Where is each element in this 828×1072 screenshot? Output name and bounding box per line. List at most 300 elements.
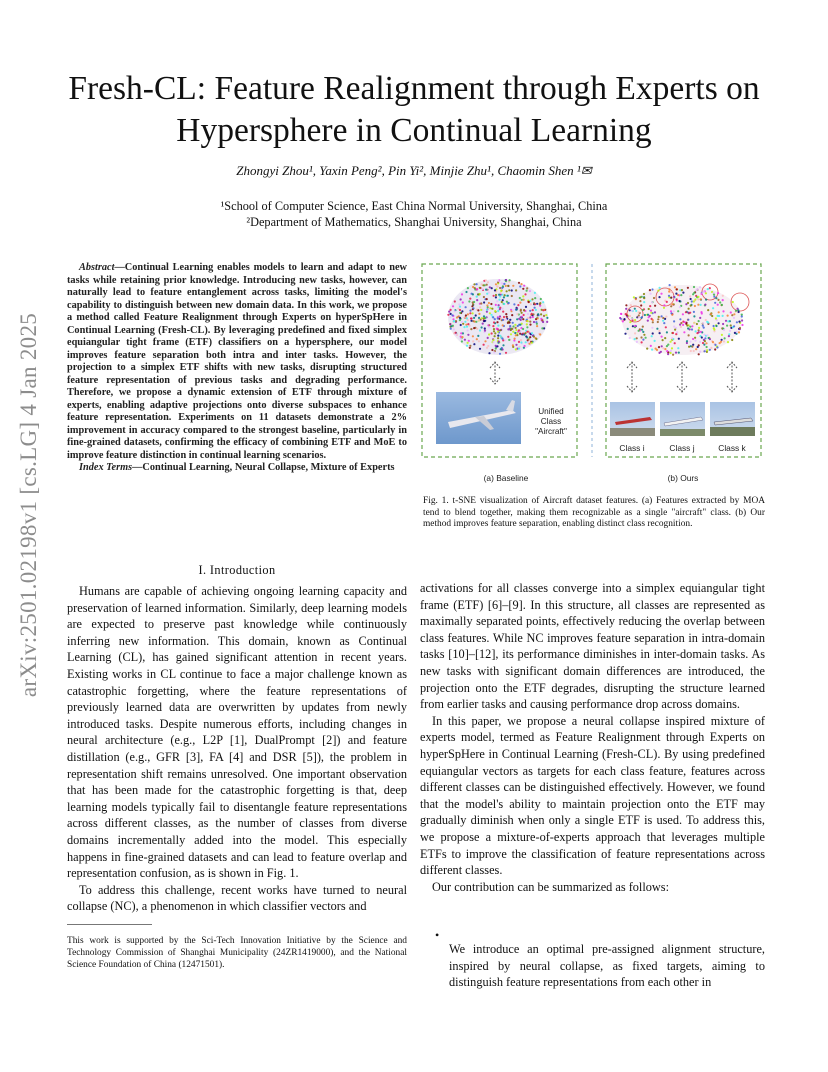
tsne-point [676,298,678,300]
tsne-point [644,314,646,316]
tsne-point [476,328,478,330]
index-terms-label: Index Terms [79,462,133,473]
tsne-point [666,350,668,352]
tsne-point [718,322,720,324]
tsne-point [518,282,520,284]
tsne-point [634,325,636,327]
tsne-point [652,332,654,334]
tsne-point [492,316,494,318]
class-i-image [610,402,655,436]
tsne-point [542,321,544,323]
subfigure-a-label: (a) Baseline [483,473,529,483]
tsne-point [670,312,672,314]
tsne-point [693,286,695,288]
figure-1 [420,262,765,487]
tsne-point [497,280,499,282]
tsne-point [505,279,507,281]
tsne-point [466,317,468,319]
tsne-point [469,310,471,312]
tsne-point [632,325,634,327]
tsne-point [465,314,467,316]
right-paragraph-1: activations for all classes converge into a simplex equiangular tight frame (ETF) [6]–[9]. In this structure, all classes are represented as maximally separated points, effectively reducing the overlap between class features. While NC improves feature separation in intra-domain tasks [10]–[12], its performance diminishes in inter-domain tasks. As new tasks with significant domain differences are introduced, the projection onto the ETF degrades, disrupting the structure learned from earlier tasks and causing performance drop across domains. [420,581,765,712]
tsne-point [733,325,735,327]
tsne-point [467,287,469,289]
figure-1-graphic [420,262,765,487]
tsne-point [476,299,478,301]
ours-tsne-cluster [619,284,749,356]
tsne-point [486,309,488,311]
tsne-point [514,332,516,334]
tsne-point [663,304,665,306]
tsne-point [728,335,730,337]
tsne-point [629,309,631,311]
tsne-point [646,348,648,350]
tsne-point [701,312,703,314]
tsne-point [531,342,533,344]
tsne-point [488,333,490,335]
tsne-point [660,293,662,295]
tsne-point [529,321,531,323]
tsne-point [659,287,661,289]
tsne-point [464,321,466,323]
tsne-point [483,301,485,303]
tsne-point [700,304,702,306]
tsne-point [674,329,676,331]
tsne-point [459,309,461,311]
tsne-point [460,324,462,326]
tsne-point [653,297,655,299]
tsne-point [663,322,665,324]
tsne-point [691,346,693,348]
tsne-point [478,313,480,315]
tsne-point [493,295,495,297]
tsne-point [664,337,666,339]
tsne-point [518,341,520,343]
tsne-point [651,288,653,290]
tsne-point [476,288,478,290]
tsne-point [714,348,716,350]
tsne-point [662,317,664,319]
tsne-point [459,306,461,308]
tsne-point [515,344,517,346]
tsne-point [523,309,525,311]
tsne-point [687,319,689,321]
tsne-point [707,288,709,290]
tsne-point [498,304,500,306]
tsne-point [465,306,467,308]
tsne-point [693,350,695,352]
tsne-point [643,293,645,295]
baseline-arrow [490,362,500,384]
tsne-point [704,340,706,342]
tsne-point [630,304,632,306]
tsne-point [521,312,523,314]
tsne-point [699,351,701,353]
tsne-point [450,325,452,327]
tsne-point [700,331,702,333]
tsne-point [466,345,468,347]
tsne-point [487,337,489,339]
tsne-point [735,310,737,312]
tsne-point [459,312,461,314]
tsne-point [670,341,672,343]
tsne-point [706,321,708,323]
title-line-1: Fresh-CL: Feature Realignment through Experts on [68,70,760,107]
tsne-point [495,304,497,306]
tsne-point [684,321,686,323]
arxiv-stamp: arXiv:2501.02198v1 [cs.LG] 4 Jan 2025 [16,312,41,698]
tsne-point [679,318,681,320]
tsne-point [500,292,502,294]
tsne-point [643,297,645,299]
tsne-point [629,337,631,339]
tsne-point [695,330,697,332]
tsne-point [542,301,544,303]
tsne-point [482,288,484,290]
tsne-point [666,301,668,303]
tsne-point [474,287,476,289]
tsne-point [468,340,470,342]
tsne-point [499,353,501,355]
tsne-point [499,335,501,337]
tsne-point [530,303,532,305]
tsne-point [663,307,665,309]
tsne-point [542,309,544,311]
tsne-point [634,319,636,321]
tsne-point [507,295,509,297]
tsne-point [503,303,505,305]
tsne-point [505,313,507,315]
tsne-point [511,289,513,291]
tsne-point [671,303,673,305]
tsne-point [460,298,462,300]
tsne-point [515,334,517,336]
tsne-point [500,348,502,350]
tsne-point [704,350,706,352]
tsne-point [738,331,740,333]
tsne-point [504,294,506,296]
tsne-point [631,318,633,320]
tsne-point [462,301,464,303]
tsne-point [721,339,723,341]
tsne-point [727,341,729,343]
tsne-point [706,346,708,348]
tsne-point [534,297,536,299]
tsne-point [498,299,500,301]
tsne-point [512,325,514,327]
tsne-point [516,313,518,315]
tsne-point [493,330,495,332]
tsne-point [709,287,711,289]
tsne-point [532,316,534,318]
tsne-point [650,310,652,312]
tsne-point [670,297,672,299]
tsne-point [499,287,501,289]
bullet-1-text: We introduce an optimal pre-assigned alignment structure, inspired by neural collapse, as fixed targets, aiming to distinguish feature representations from each other in [449,942,765,990]
tsne-point [464,339,466,341]
tsne-point [495,296,497,298]
tsne-point [513,303,515,305]
tsne-point [535,338,537,340]
tsne-point [484,330,486,332]
tsne-point [522,328,524,330]
tsne-point [476,283,478,285]
tsne-point [467,342,469,344]
tsne-point [489,312,491,314]
tsne-point [523,334,525,336]
tsne-point [664,348,666,350]
tsne-point [654,311,656,313]
tsne-point [725,320,727,322]
tsne-point [705,319,707,321]
tsne-point [494,289,496,291]
tsne-point [706,349,708,351]
tsne-point [686,340,688,342]
tsne-point [462,323,464,325]
class-i-label: Class i [619,443,645,453]
tsne-point [505,352,507,354]
tsne-point [705,292,707,294]
tsne-point [484,340,486,342]
tsne-point [690,305,692,307]
tsne-point [741,315,743,317]
tsne-point [495,283,497,285]
tsne-point [526,331,528,333]
tsne-point [492,339,494,341]
tsne-point [469,298,471,300]
tsne-point [723,329,725,331]
tsne-point [640,336,642,338]
tsne-point [658,346,660,348]
intro-paragraph-1: Humans are capable of achieving ongoing learning capacity and preservation of learned information. Similarly, deep learning models are expected to preserve past knowledge while continuously inferring new information. This domain, known as Continual Learning (CL), has gained significant attention in recent years. Existing works in CL continue to face a major challenge known as catastrophic forgetting, where the feature representations of previously learned data are overwritten by updates from newly introduced tasks. Despite numerous efforts, including changes in neural architecture (e.g., L2P [1], DualPrompt [2]) and feature distillation (e.g., GFR [3], FA [4] and DSR [5]), the problem in representation shift remains unresolved. One important observation that has been made for the catastrophic forgetting is that, deep learning models typically fail to disentangle feature representations across different classes, as the number of classes from diverse domains incrementally added into the model. This especially happens in fine-grained datasets and can lead to feature overlap and representation confusion, as is shown in Fig. 1. [67,584,407,881]
tsne-point [666,331,668,333]
tsne-point [448,311,450,313]
tsne-point [661,345,663,347]
tsne-point [461,340,463,342]
tsne-point [688,308,690,310]
tsne-point [698,353,700,355]
tsne-point [629,321,631,323]
tsne-point [741,319,743,321]
class-j-label: Class j [669,443,695,453]
tsne-point [709,349,711,351]
tsne-point [470,320,472,322]
tsne-point [635,298,637,300]
affiliation-2: ²Department of Mathematics, Shanghai University, Shanghai, China [246,215,582,229]
paper-title [60,68,768,152]
tsne-point [698,344,700,346]
tsne-point [727,315,729,317]
tsne-point [693,292,695,294]
tsne-point [678,300,680,302]
tsne-point [642,309,644,311]
tsne-point [477,293,479,295]
tsne-point [639,328,641,330]
tsne-point [682,292,684,294]
tsne-point [625,308,627,310]
tsne-point [486,284,488,286]
tsne-point [518,348,520,350]
tsne-point [473,317,475,319]
tsne-point [718,311,720,313]
tsne-point [639,300,641,302]
tsne-point [506,290,508,292]
tsne-point [502,324,504,326]
tsne-point [452,318,454,320]
tsne-point [739,327,741,329]
tsne-point [648,308,650,310]
tsne-point [695,348,697,350]
tsne-point [449,323,451,325]
tsne-point [467,313,469,315]
tsne-point [453,320,455,322]
tsne-point [503,283,505,285]
tsne-point [497,331,499,333]
tsne-point [469,345,471,347]
tsne-point [730,311,732,313]
tsne-point [694,340,696,342]
abstract [67,262,407,475]
tsne-point [674,342,676,344]
tsne-point [671,347,673,349]
tsne-point [486,347,488,349]
tsne-point [675,352,677,354]
tsne-point [468,300,470,302]
tsne-point [488,302,490,304]
tsne-point [683,331,685,333]
tsne-point [497,335,499,337]
right-paragraph-3: Our contribution can be summarized as follows: [432,879,669,894]
tsne-point [673,320,675,322]
tsne-point [641,316,643,318]
tsne-point [494,310,496,312]
tsne-point [455,332,457,334]
tsne-point [479,287,481,289]
tsne-point [543,315,545,317]
tsne-point [464,316,466,318]
tsne-point [526,287,528,289]
tsne-point [697,298,699,300]
tsne-point [626,315,628,317]
tsne-point [495,345,497,347]
tsne-point [485,289,487,291]
tsne-point [529,310,531,312]
tsne-point [483,296,485,298]
tsne-point [487,281,489,283]
tsne-point [481,326,483,328]
tsne-point [687,327,689,329]
tsne-point [493,328,495,330]
intro-left-column [67,583,407,915]
tsne-point [687,312,689,314]
tsne-point [497,310,499,312]
tsne-point [649,305,651,307]
tsne-point [682,324,684,326]
tsne-point [518,346,520,348]
tsne-point [643,334,645,336]
tsne-point [477,309,479,311]
tsne-point [523,285,525,287]
tsne-point [515,289,517,291]
tsne-point [479,329,481,331]
tsne-point [480,302,482,304]
tsne-point [460,332,462,334]
tsne-point [483,344,485,346]
abstract-text: —Continual Learning enables models to learn and adapt to new tasks while retaining prior knowledge. Introducing new tasks, however, can naturally lead to feature entanglement across tasks, limiting the model's capability to distinguish between new domain data. In this work, we propose a method called Feature Realignment through Experts on hyperSpHere in Continual Learning (Fresh-CL). By leveraging predefined and fixed simplex equiangular tight frame (ETF) classifiers on a hypersphere, our model improves feature separation both intra and inter tasks. However, the projection to a simplex ETF shifts with new tasks, disrupting structured feature representation of previous tasks and degrading performance. Therefore, we propose a dynamic extension of ETF through mixture of experts, enabling adaptive projections onto diverse subspaces to enhance feature representation. Experiments on 11 datasets demonstrate a 2% improvement in accuracy compared to the strongest baseline, particularly in fine-grained datasets, confirming the efficacy of combining ETF and MoE to improve feature distinction in continual learning scenarios. [67,262,407,461]
tsne-point [710,347,712,349]
affiliations [60,198,768,230]
tsne-point [491,349,493,351]
tsne-point [509,279,511,281]
tsne-point [699,286,701,288]
tsne-point [651,327,653,329]
tsne-point [721,334,723,336]
tsne-point [497,285,499,287]
tsne-point [700,298,702,300]
intro-paragraph-2: To address this challenge, recent works have turned to neural collapse (NC), a phenomenon in which classifier vectors and [67,882,407,914]
tsne-point [475,321,477,323]
tsne-point [472,340,474,342]
tsne-point [665,316,667,318]
tsne-point [696,332,698,334]
tsne-point [670,305,672,307]
tsne-point [519,302,521,304]
tsne-point [512,322,514,324]
tsne-point [505,318,507,320]
tsne-point [642,339,644,341]
baseline-tsne-cluster [447,279,548,355]
tsne-point [694,305,696,307]
tsne-point [656,328,658,330]
tsne-point [487,324,489,326]
tsne-point [693,315,695,317]
tsne-point [476,338,478,340]
tsne-point [472,312,474,314]
tsne-point [685,311,687,313]
tsne-point [694,298,696,300]
tsne-point [509,325,511,327]
tsne-point [729,330,731,332]
title-line-2: Hypersphere in Continual Learning [176,112,652,149]
tsne-point [722,310,724,312]
tsne-point [722,315,724,317]
tsne-point [641,329,643,331]
tsne-point [491,332,493,334]
tsne-point [472,335,474,337]
tsne-point [636,337,638,339]
footnote: This work is supported by the Sci-Tech Innovation Initiative by the Science and Technology Commission of Shanghai Municipality (24ZR1419000), and the National Science Foundation of China (12471501). [67,936,407,970]
tsne-point [497,337,499,339]
tsne-point [625,304,627,306]
tsne-point [721,304,723,306]
tsne-point [524,293,526,295]
tsne-point [715,317,717,319]
bullet-1 [449,941,765,991]
tsne-point [527,320,529,322]
tsne-point [679,324,681,326]
intro-right-column [420,580,765,895]
tsne-point [678,352,680,354]
tsne-point [522,288,524,290]
tsne-point [487,345,489,347]
tsne-point [511,295,513,297]
tsne-point [525,341,527,343]
tsne-point [522,295,524,297]
tsne-point [638,316,640,318]
tsne-point [460,337,462,339]
tsne-point [654,305,656,307]
tsne-point [709,338,711,340]
